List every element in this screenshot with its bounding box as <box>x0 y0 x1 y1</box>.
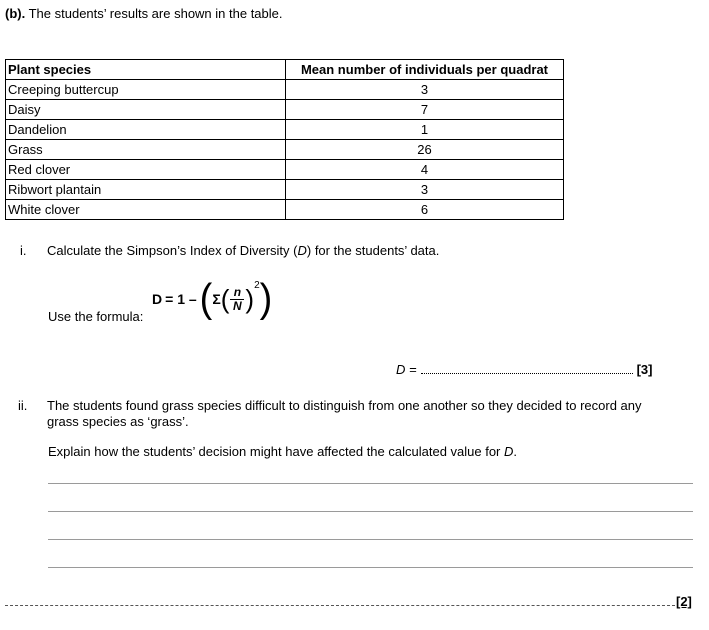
q1-text-post: ) for the students’ data. <box>306 243 440 258</box>
fraction <box>230 286 244 313</box>
table-row <box>6 100 564 120</box>
q2-explain <box>48 444 517 460</box>
table-row <box>6 160 564 180</box>
question-ii-text <box>47 398 697 430</box>
table-row <box>6 140 564 160</box>
value-cell: 1 <box>286 120 564 140</box>
answer-label: D = <box>396 362 417 377</box>
intro-text <box>5 6 283 21</box>
question-i-number: i. <box>20 243 27 258</box>
formula-sigma: Σ <box>212 291 221 307</box>
intro-sentence: The students’ results are shown in the table. <box>28 6 283 21</box>
q2-line-2: grass species as ‘grass’. <box>47 414 189 429</box>
species-cell: Ribwort plantain <box>6 180 286 200</box>
q2-marks: [2] <box>676 594 692 609</box>
answer-line-5[interactable] <box>5 605 675 606</box>
species-cell: White clover <box>6 200 286 220</box>
q2-line-1: The students found grass species difficult to distinguish from one another so they decided to record any <box>47 398 642 413</box>
formula-power: 2 <box>254 280 260 291</box>
fraction-denominator: N <box>233 298 242 313</box>
answer-d-line <box>396 362 652 377</box>
fraction-numerator: n <box>233 284 242 299</box>
q1-marks: [3] <box>636 362 653 377</box>
answer-line-3[interactable] <box>48 539 693 540</box>
species-cell: Daisy <box>6 100 286 120</box>
formula-lhs: D <box>152 291 163 307</box>
species-cell: Creeping buttercup <box>6 80 286 100</box>
value-cell: 26 <box>286 140 564 160</box>
table-row <box>6 80 564 100</box>
table-row <box>6 200 564 220</box>
header-plant-species: Plant species <box>6 60 286 80</box>
table-row <box>6 120 564 140</box>
value-cell: 6 <box>286 200 564 220</box>
species-cell: Red clover <box>6 160 286 180</box>
value-cell: 4 <box>286 160 564 180</box>
q2-explain-post: . <box>513 444 518 459</box>
value-cell: 3 <box>286 180 564 200</box>
answer-line-2[interactable] <box>48 511 693 512</box>
answer-line-1[interactable] <box>48 483 693 484</box>
open-paren: ( <box>199 276 213 322</box>
part-label: (b). <box>5 6 26 21</box>
simpsons-formula <box>152 276 272 322</box>
q2-var-d: D <box>504 444 514 459</box>
inner-close-paren: ) <box>245 283 255 314</box>
q1-text-pre: Calculate the Simpson’s Index of Diversity ( <box>47 243 298 258</box>
header-mean-number: Mean number of individuals per quadrat <box>286 60 564 80</box>
table-header-row <box>6 60 564 80</box>
value-cell: 3 <box>286 80 564 100</box>
value-cell: 7 <box>286 100 564 120</box>
formula-label: Use the formula: <box>48 309 144 324</box>
results-table <box>5 59 564 220</box>
formula-eq: = 1 – <box>165 291 197 307</box>
q2-explain-pre: Explain how the students’ decision might have affected the calculated value for <box>48 444 505 459</box>
question-ii-number: ii. <box>18 398 28 413</box>
species-cell: Dandelion <box>6 120 286 140</box>
q1-var-d: D <box>297 243 307 258</box>
species-cell: Grass <box>6 140 286 160</box>
answer-line-4[interactable] <box>48 567 693 568</box>
table-row <box>6 180 564 200</box>
answer-input-line[interactable] <box>421 363 633 374</box>
inner-open-paren: ( <box>220 283 230 314</box>
close-paren: ) <box>259 276 273 322</box>
question-i-text <box>47 243 439 259</box>
